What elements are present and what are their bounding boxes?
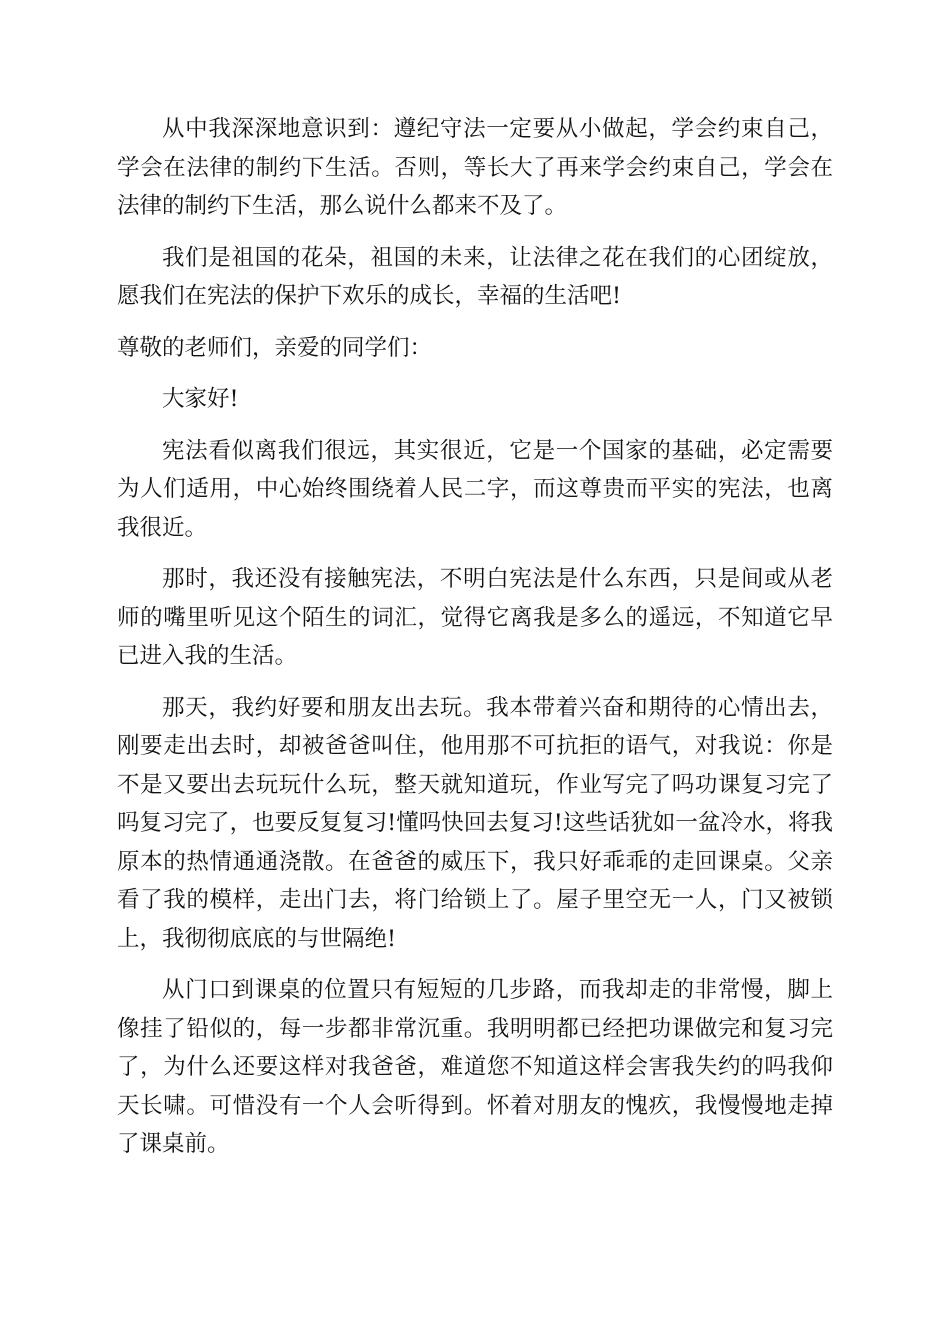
paragraph-8: 从门口到课桌的位置只有短短的几步路，而我却走的非常慢，脚上像挂了铅似的，每一步都非常沉重。我明明都已经把功课做完和复习完了，为什么还要这样对我爸爸，难道您不知道这样会害我失约的吗我仰天长啸。可惜没有一个人会听得到。怀着对朋友的愧疚，我慢慢地走掉了课桌前。 [117, 977, 833, 1157]
paragraph-salutation: 尊敬的老师们，亲爱的同学们： [117, 334, 433, 361]
paragraph-6: 那时，我还没有接触宪法，不明白宪法是什么东西，只是间或从老师的嘴里听见这个陌生的词汇，觉得它离我是多么的遥远，不知道它早已进入我的生活。 [117, 566, 833, 669]
paragraph-2: 我们是祖国的花朵，祖国的未来，让法律之花在我们的心团绽放，愿我们在宪法的保护下欢乐的成长，幸福的生活吧! [117, 244, 833, 309]
paragraph-1: 从中我深深地意识到：遵纪守法一定要从小做起，学会约束自己，学会在法律的制约下生活。否则，等长大了再来学会约束自己，学会在法律的制约下生活，那么说什么都来不及了。 [117, 116, 833, 219]
document-body [117, 110, 833, 1177]
paragraph-greeting: 大家好! [162, 386, 239, 412]
paragraph-5: 宪法看似离我们很远，其实很近，它是一个国家的基础，必定需要为人们适用，中心始终围绕着人民二字，而这尊贵而平实的宪法，也离我很近。 [117, 437, 833, 541]
paragraph-7: 那天，我约好要和朋友出去玩。我本带着兴奋和期待的心情出去，刚要走出去时，却被爸爸叫住，他用那不可抗拒的语气，对我说：你是不是又要出去玩玩什么玩，整天就知道玩，作业写完了吗功课复习完了吗复习完了，也要反复复习!懂吗快回去复习!这些话犹如一盆冷水，将我原本的热情通通浇散。在爸爸的威压下，我只好乖乖的走回课桌。父亲看了我的模样，走出门去，将门给锁上了。屋子里空无一人，门又被锁上，我彻彻底底的与世隔绝! [117, 694, 833, 952]
